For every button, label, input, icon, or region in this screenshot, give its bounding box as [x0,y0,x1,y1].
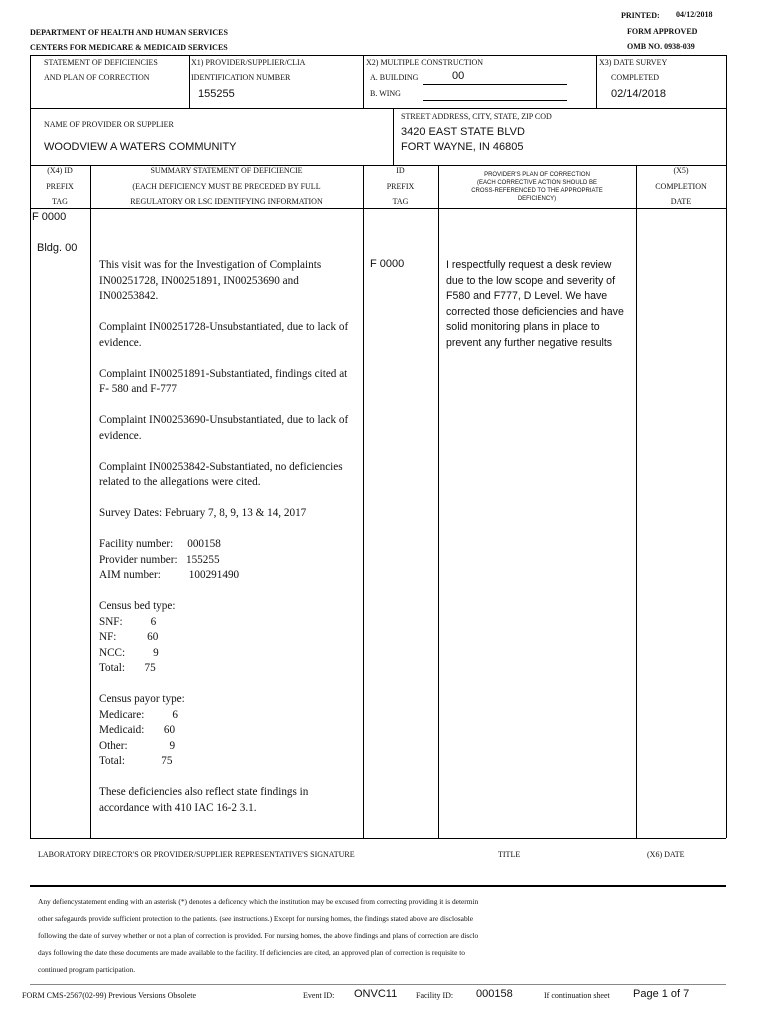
street-address-label: STREET ADDRESS, CITY, STATE, ZIP COD [401,112,552,121]
building-label: A. BUILDING [370,73,419,82]
box-left-border [30,55,31,108]
disclaimer-bottom-border [30,984,726,985]
col-header-plan-3: CROSS-REFERENCED TO THE APPROPRIATE [471,188,603,194]
disclaimer-line: Any defiencystatement ending with an asterisk (*) denotes a deficency which the institution may be excused from correcting providing it is determin [38,897,479,906]
col-header-summary-2: (EACH DEFICIENCY MUST BE PRECEDED BY FULL [132,182,321,191]
box-mid-border [30,108,726,109]
disclaimer-line: days following the date these documents are made available to the facility. If deficiencies are cited, an approved plan of correction is requisite to [38,948,465,957]
summary-paragraph: Census payor type: Medicare: 6 Medicaid: 60 Other: 9 Total: 75 [99,693,185,767]
continuation-label: If continuation sheet [544,991,610,1000]
col-header-x4-2: PREFIX [46,182,74,191]
statement-label-1: STATEMENT OF DEFICIENCIES [44,58,158,67]
x6-date-label: (X6) DATE [647,850,685,859]
building-underline [423,84,567,85]
printed-label: PRINTED: [621,11,660,20]
col-header-plan-4: DEFICIENCY) [517,196,557,202]
col-header-x5-2: COMPLETION [655,182,707,191]
box-right-border [726,55,727,165]
col-header-summary-1: SUMMARY STATEMENT OF DEFICIENCIE [150,166,303,175]
col-divider-1 [90,165,91,838]
table-left-border [30,165,31,838]
facility-id-value: 000158 [476,988,513,1000]
table-bottom-border [30,838,726,839]
summary-paragraph: Complaint IN00251728-Unsubstantiated, due to lack of evidence. [99,321,349,349]
summary-paragraph: Survey Dates: February 7, 8, 9, 13 & 14, 2017 [99,507,307,519]
street-address-line1: 3420 EAST STATE BLVD [401,126,525,138]
table-header-border [30,208,726,209]
col-header-x5-3: DATE [670,197,692,206]
col-header-plan-2: (EACH CORRECTIVE ACTION SHOULD BE [476,180,598,186]
page-number: Page 1 of 7 [633,988,690,1000]
summary-paragraph: This visit was for the Investigation of Complaints IN00251728, IN00251891, IN00253690 and IN00253842. [99,259,322,302]
plan-of-correction: I respectfully request a desk review due to the low scope and severity of F580 and F777, D Level. We have corrected those deficiencies and have solid monitoring plans in place to prevent any further negative results [446,259,624,349]
summary-statement [99,258,357,816]
box-divider-x1 [189,55,190,108]
x3-label-1: X3) DATE SURVEY [599,58,668,67]
col-header-x4-1: (X4) ID [47,166,73,175]
department-name: DEPARTMENT OF HEALTH AND HUMAN SERVICES [30,28,228,37]
title-label: TITLE [498,850,521,859]
summary-paragraph: Census bed type: SNF: 6 NF: 60 NCC: 9 Total: 75 [99,600,176,674]
provider-id: 155255 [198,88,235,100]
col-divider-4 [636,165,637,838]
omb-number: OMB NO. 0938-039 [627,42,695,51]
centers-name: CENTERS FOR MEDICARE & MEDICAID SERVICES [30,43,228,52]
wing-label: B. WING [370,89,401,98]
x1-label-2: IDENTIFICATION NUMBER [191,73,291,82]
form-number: FORM CMS-2567(02-99) Previous Versions Obsolete [22,991,197,1000]
building-value: 00 [452,70,465,82]
col-header-plan-1: PROVIDER'S PLAN OF CORRECTION [484,172,590,178]
col-divider-3 [438,165,439,838]
plan-id-tag: F 0000 [370,258,405,270]
survey-completed-date: 02/14/2018 [611,88,667,100]
signature-label: LABORATORY DIRECTOR'S OR PROVIDER/SUPPLIER REPRESENTATIVE'S SIGNATURE [38,850,355,859]
box-top-border [30,55,726,56]
statement-label-2: AND PLAN OF CORRECTION [44,73,150,82]
col-header-x5-1: (X5) [673,166,689,175]
box-left-border-2 [30,108,31,165]
disclaimer [38,893,478,978]
summary-paragraph: Complaint IN00253690-Unsubstantiated, due to lack of evidence. [99,414,349,442]
x1-label-1: X1) PROVIDER/SUPPLIER/CLIA [191,58,306,67]
table-right-border [726,165,727,838]
street-address-line2: FORT WAYNE, IN 46805 [401,141,524,153]
x2-label: X2) MULTIPLE CONSTRUCTION [366,58,484,67]
col-header-id-1: ID [396,166,405,175]
provider-name-label: NAME OF PROVIDER OR SUPPLIER [44,120,174,129]
disclaimer-line: following the date of survey whether or not a plan of correction is provided. For nursing homes, the above findings and plans of correction are disclo [38,931,479,940]
wing-underline [423,100,567,101]
event-id-value: ONVC11 [354,988,398,1000]
signature-bottom-border [30,885,726,887]
deficiency-tag: F 0000 [32,211,67,223]
building-tag: Bldg. 00 [37,242,78,254]
box-divider-address [393,108,394,165]
printed-date: 04/12/2018 [676,10,713,19]
summary-paragraph: These deficiencies also reflect state findings in accordance with 410 IAC 16-2 3.1. [99,786,309,814]
disclaimer-line: continued program participation. [38,965,136,974]
col-header-summary-3: REGULATORY OR LSC IDENTIFYING INFORMATION [130,197,323,206]
col-header-x4-3: TAG [52,197,68,206]
col-header-id-3: TAG [392,197,409,206]
summary-paragraph: Facility number: 000158 Provider number: 155255 AIM number: 100291490 [99,538,240,581]
summary-paragraph: Complaint IN00253842-Substantiated, no deficiencies related to the allegations were cited. [99,460,343,488]
facility-id-label: Facility ID: [416,991,454,1000]
summary-paragraph: Complaint IN00251891-Substantiated, findings cited at F- 580 and F-777 [99,367,348,395]
box-divider-x3 [596,55,597,108]
box-divider-x2 [363,55,364,108]
col-divider-2 [363,165,364,838]
form-approved: FORM APPROVED [627,27,698,36]
x3-label-2: COMPLETED [611,73,659,82]
provider-name: WOODVIEW A WATERS COMMUNITY [44,141,237,153]
event-id-label: Event ID: [303,991,335,1000]
disclaimer-line: other safegaurds provide sufficient protection to the patients. (see instructions.) Except for nursing homes, the findings stated above are disclosable [38,914,473,923]
col-header-id-2: PREFIX [386,182,415,191]
